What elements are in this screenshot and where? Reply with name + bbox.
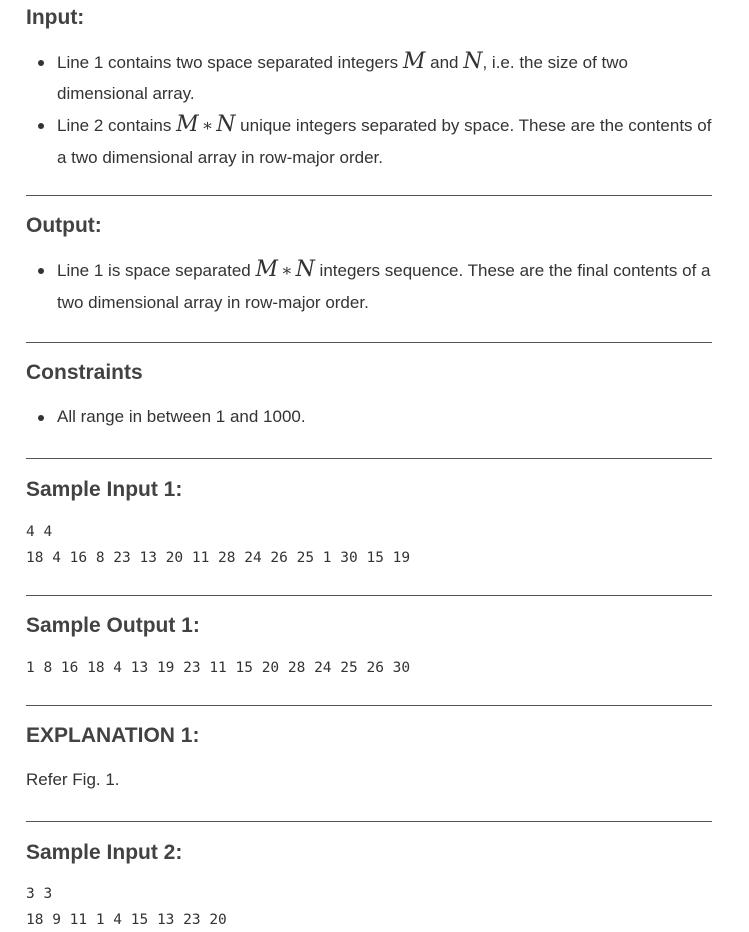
list-item: Line 1 contains two space separated integers M and N, i.e. the size of two dimensional array. xyxy=(57,46,712,109)
list-item: All range in between 1 and 1000. xyxy=(57,401,712,432)
explanation-1-heading: EXPLANATION 1: xyxy=(26,724,200,747)
constraints-list xyxy=(26,401,712,432)
sample-output-1-block xyxy=(26,655,712,681)
var-m: M xyxy=(255,257,278,282)
list-item: Line 2 contains M ∗ N unique integers separated by space. These are the contents of a two dimensional array in row-major order. xyxy=(57,109,712,173)
sample-input-1-heading: Sample Input 1: xyxy=(26,478,183,501)
code-line: 18 9 11 1 4 15 13 23 20 xyxy=(26,912,227,928)
output-list xyxy=(26,254,712,318)
constraints-section xyxy=(26,361,712,432)
var-n: N xyxy=(463,49,483,74)
divider xyxy=(26,342,712,343)
constraints-heading: Constraints xyxy=(26,361,143,384)
divider xyxy=(26,458,712,459)
code-line: 18 4 16 8 23 13 20 11 28 24 26 25 1 30 15 19 xyxy=(26,550,411,566)
var-n: N xyxy=(295,257,315,282)
var-m: M xyxy=(402,49,426,74)
sample-input-2-section xyxy=(26,841,712,932)
divider xyxy=(26,595,712,596)
code-line: 4 4 xyxy=(26,524,53,540)
divider xyxy=(26,821,712,822)
list-item: Line 1 is space separated M ∗ N integers sequence. These are the final contents of a two dimensional array in row-major order. xyxy=(57,254,712,318)
code-line: 3 3 xyxy=(26,886,53,902)
var-m: M xyxy=(176,112,199,137)
sample-input-2-heading: Sample Input 2: xyxy=(26,841,183,864)
divider xyxy=(26,705,712,706)
sample-input-2-block xyxy=(26,881,712,932)
explanation-1-text: Refer Fig. 1. xyxy=(26,770,120,789)
var-n: N xyxy=(216,112,236,137)
sample-output-1-section xyxy=(26,614,712,681)
times-operator: ∗ xyxy=(201,116,214,136)
sample-input-1-block xyxy=(26,519,712,571)
output-section xyxy=(26,214,712,318)
times-operator: ∗ xyxy=(281,261,293,281)
code-line: 1 8 16 18 4 13 19 23 11 15 20 28 24 25 26 30 xyxy=(26,660,411,676)
output-heading: Output: xyxy=(26,214,102,237)
explanation-1-section xyxy=(26,724,712,792)
input-section xyxy=(26,6,712,173)
input-heading: Input: xyxy=(26,6,85,29)
sample-input-1-section xyxy=(26,478,712,571)
input-list xyxy=(26,46,712,173)
sample-output-1-heading: Sample Output 1: xyxy=(26,614,200,637)
divider xyxy=(26,195,712,196)
